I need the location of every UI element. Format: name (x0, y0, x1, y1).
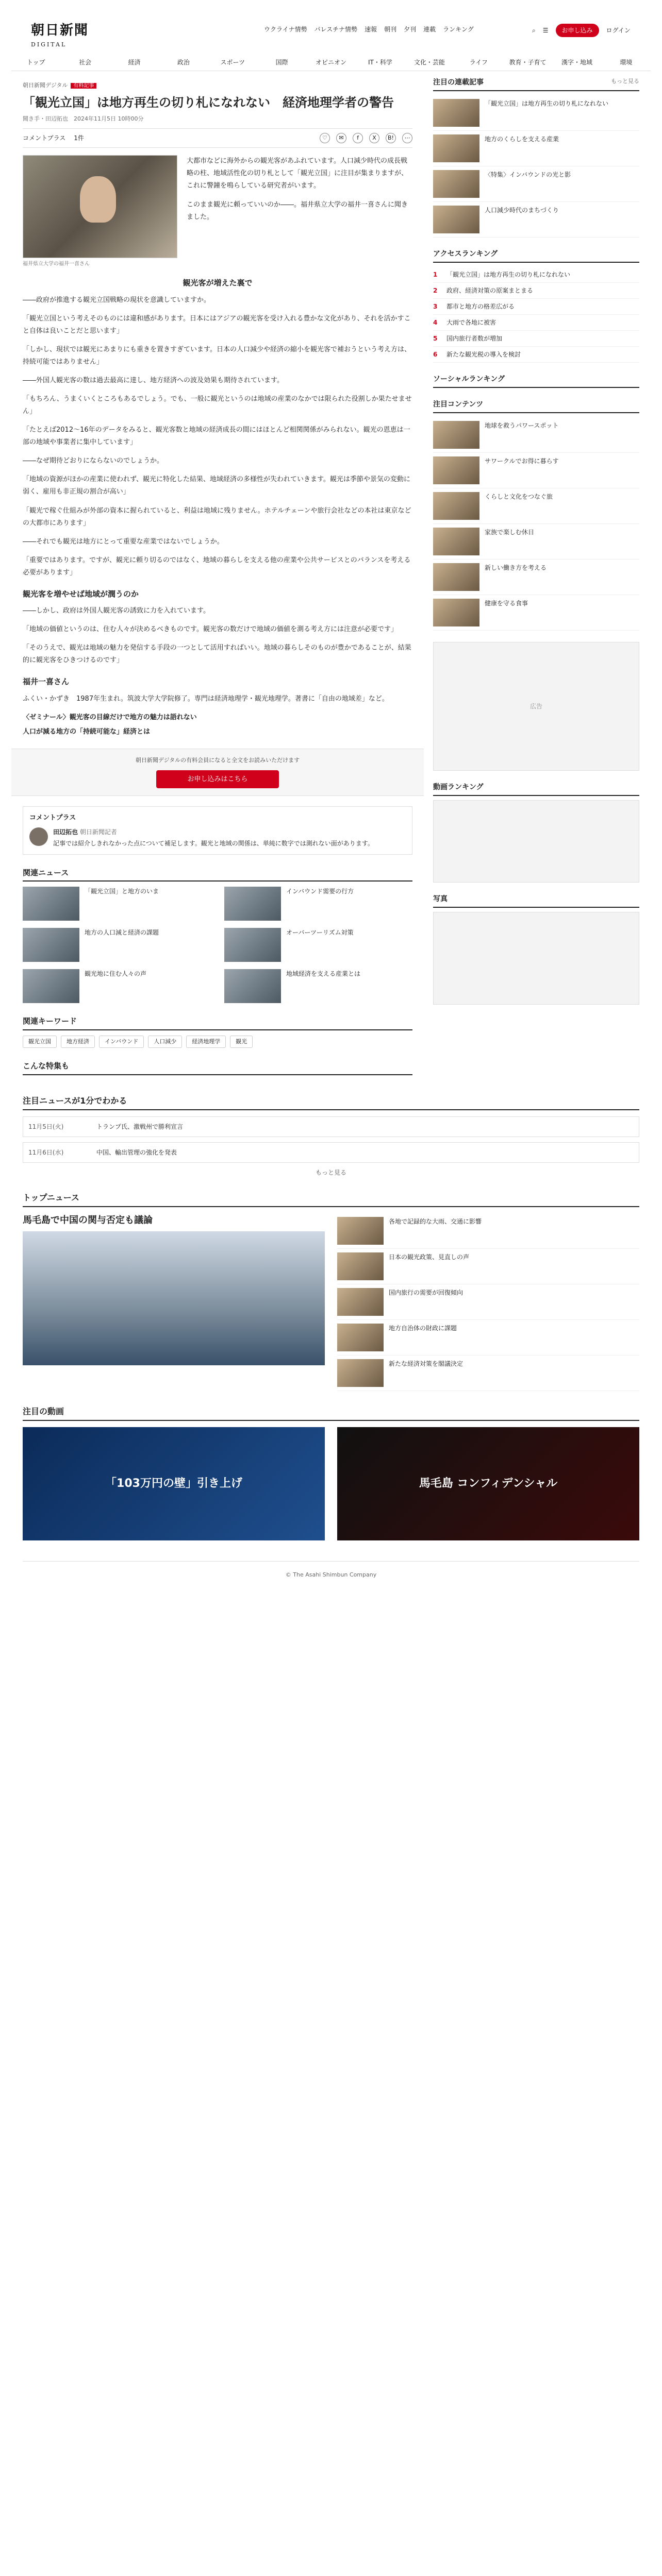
content-title: 健康を守る食事 (485, 600, 528, 607)
related-item[interactable] (224, 887, 412, 921)
ranking-title: 国内旅行者数が増加 (446, 335, 503, 342)
site-footer: © The Asahi Shimbun Company (23, 1561, 639, 1611)
comment-text: 記事では紹介しきれなかった点について補足します。観光と地域の関係は、単純に数字では測れない面があります。 (53, 839, 374, 847)
breadcrumb-link[interactable]: 朝日新聞デジタル (23, 82, 68, 89)
body-paragraph: 「そのうえで、観光は地域の魅力を発信する手段の一つとして活用すればいい。地域の暮らしそのものが豊かであることが、結果的に観光客をひきつけるのです」 (23, 644, 411, 665)
pick-thumb (433, 99, 479, 127)
related-thumb (224, 887, 281, 921)
subscribe-button[interactable]: お申し込みはこちら (156, 770, 278, 789)
content-title: くらしと文化をつなぐ旅 (485, 493, 553, 500)
signup-button[interactable]: お申し込み (556, 24, 599, 37)
site-header (11, 0, 651, 77)
top-link[interactable]: 連載 (423, 26, 436, 33)
body-paragraph: 「地域の資源がほかの産業に使われず、観光に特化した結果、地域経済の多様性が失われていきます。観光は季節や景気の変動に弱く、雇用も非正規の割合が高い」 (23, 476, 410, 496)
related-title: 「観光立国」と地方のいま (85, 888, 159, 895)
keyword-chip[interactable]: 人口減少 (148, 1036, 182, 1048)
pick-title: 〈特集〉インバウンドの光と影 (485, 171, 571, 178)
ranking-item[interactable]: 4 大雨で各地に被害 (433, 315, 639, 331)
info-date: 11月6日(水) (28, 1148, 64, 1156)
article-byline: 聞き手・田辺拓也 2024年11月5日 10時00分 (23, 115, 144, 122)
category-tab[interactable]: 環境 (620, 58, 633, 66)
content-item[interactable] (433, 560, 639, 595)
paywall-note: 朝日新聞デジタルの有料会員になると全文をお読みいただけます (135, 757, 300, 764)
profile-heading: 福井一喜さん (23, 677, 70, 687)
pick-title: 地方のくらしを支える産業 (485, 135, 559, 143)
pick-title: 「観光立国」は地方再生の切り札になれない (485, 100, 609, 107)
keyword-list (23, 1036, 412, 1048)
article-title: 「観光立国」は地方再生の切り札になれない 経済地理学者の警告 (23, 95, 394, 110)
ranking-title: 都市と地方の格差広がる (446, 303, 515, 310)
news-title: 各地で記録的な大雨、交通に影響 (389, 1217, 482, 1225)
keyword-chip[interactable]: 観光立国 (23, 1036, 57, 1048)
related-thumb (23, 928, 79, 962)
social-ranking-heading: ソーシャルランキング (433, 375, 505, 383)
related-title: 地域経済を支える産業とは (286, 970, 361, 978)
top-link[interactable]: 朝刊 (384, 26, 397, 33)
category-tab[interactable]: トップ (26, 58, 45, 66)
avatar[interactable] (29, 827, 48, 846)
content-item[interactable] (433, 524, 639, 560)
body-paragraph: ――なぜ期待どおりにならないのでしょうか。 (23, 457, 164, 465)
commenter-role: 朝日新聞記者 (79, 828, 117, 836)
commenter-name[interactable]: 田辺拓也 (53, 828, 78, 836)
ranking-item[interactable]: 1 「観光立国」は地方再生の切り札になれない (433, 267, 639, 283)
info-heading: 注目ニュースが1分でわかる (23, 1095, 639, 1110)
info-row[interactable] (23, 1116, 639, 1137)
related-item[interactable] (23, 887, 211, 921)
keyword-chip[interactable]: 地方経済 (61, 1036, 95, 1048)
picks-box (433, 77, 639, 238)
content-title: 新しい働き方を考える (485, 564, 547, 571)
promo-banner[interactable]: 馬毛島 コンフィデンシャル (337, 1427, 639, 1540)
lead-paragraph: 大都市などに海外からの観光客があふれています。人口減少時代の成長戦略の柱、地域活性化の切り札として「観光立国」に注目が集まりますが、これに警鐘を鳴らしている研究者がいます。 (187, 157, 408, 190)
mail-icon[interactable]: ✉ (336, 133, 346, 143)
keyword-chip[interactable]: インバウンド (99, 1036, 144, 1048)
video-ranking-box (433, 782, 639, 883)
site-logo[interactable]: 朝日新聞 DIGITAL (31, 23, 89, 48)
paywall-banner (11, 749, 424, 796)
ranking-title: 「観光立国」は地方再生の切り札になれない (446, 271, 571, 278)
body-paragraph: 「地域の価値というのは、住む人々が決めるべきものです。観光客の数だけで地域の価値を測る考え方には注意が必要です」 (23, 625, 398, 634)
top-news-image[interactable] (23, 1231, 325, 1365)
promo-row (23, 1427, 639, 1540)
more-link[interactable]: もっと見る (611, 78, 639, 84)
news-item[interactable] (337, 1355, 639, 1391)
category-tab[interactable]: スポーツ (220, 58, 245, 66)
pick-item[interactable] (433, 166, 639, 202)
ranking-item[interactable]: 2 政府、経済対策の原案まとまる (433, 283, 639, 299)
related-thumb (23, 887, 79, 921)
comment-plus-box (23, 806, 412, 855)
related-title: 地方の人口減と経済の課題 (85, 929, 159, 937)
hatena-icon[interactable]: B! (386, 133, 396, 143)
category-tab[interactable]: 教育・子育て (509, 58, 547, 66)
body-paragraph: 「重要ではあります。ですが、観光に頼り切るのではなく、地域の暮らしを支える他の産業や公共サービスとのバランスを考える必要があります」 (23, 556, 411, 577)
top-news-title[interactable]: 馬毛島で中国の関与否定も議論 (23, 1214, 153, 1226)
pick-item[interactable] (433, 202, 639, 238)
related-title: インバウンド需要の行方 (286, 888, 354, 895)
ranking-title: 大雨で各地に被害 (446, 319, 496, 326)
body-paragraph: ――しかし、政府は外国人観光客の誘致に力を入れています。 (23, 607, 210, 615)
promo-heading: 注目の動画 (23, 1405, 639, 1421)
breadcrumb (23, 81, 412, 90)
comment-count: 1件 (74, 134, 84, 142)
category-tab[interactable]: 国際 (275, 58, 288, 66)
news-title: 地方自治体の財政に課題 (389, 1324, 457, 1332)
content-title: 地球を救うパワースポット (485, 422, 559, 429)
keywords-heading: 関連キーワード (23, 1015, 412, 1030)
ranking-item[interactable]: 6 新たな観光税の導入を検討 (433, 347, 639, 363)
info-row[interactable] (23, 1142, 639, 1163)
content-item[interactable] (433, 488, 639, 524)
related-title: 観光地に住む人々の声 (85, 970, 147, 978)
content-item[interactable] (433, 453, 639, 488)
facebook-icon[interactable]: f (353, 133, 363, 143)
content-thumb (433, 456, 479, 484)
top-link[interactable]: 速報 (365, 26, 377, 33)
news-title: 国内旅行の需要が回復傾向 (389, 1289, 464, 1296)
ranking-item[interactable]: 5 国内旅行者数が増加 (433, 331, 639, 347)
body-paragraph: ――それでも観光は地方にとって重要な産業ではないでしょうか。 (23, 537, 224, 546)
ranking-heading: アクセスランキング (433, 250, 498, 258)
content-thumb (433, 599, 479, 626)
body-paragraph: ――政府が推進する観光立国戦略の現状を意識していますか。 (23, 296, 211, 304)
related-thumb (224, 928, 281, 962)
social-ranking-box (433, 374, 639, 388)
top-link[interactable]: ウクライナ情勢 (264, 26, 307, 33)
news-thumb (337, 1288, 384, 1316)
related-item[interactable] (224, 969, 412, 1003)
login-link[interactable]: ログイン (606, 27, 631, 34)
keyword-chip[interactable]: 経済地理学 (186, 1036, 226, 1048)
related-thumb (224, 969, 281, 1003)
related-thumb (23, 969, 79, 1003)
bookmark-icon[interactable]: ♡ (320, 133, 330, 143)
section-heading: 観光客が増えた裏で (183, 278, 253, 288)
content-thumb (433, 528, 479, 555)
category-tab[interactable]: 政治 (177, 58, 190, 66)
article-main (23, 77, 412, 1080)
ad-slot[interactable]: 広告 (433, 642, 639, 771)
video-thumb[interactable] (433, 800, 639, 883)
related-title: オーバーツーリズム対策 (286, 929, 354, 937)
news-item[interactable] (337, 1249, 639, 1284)
top-link[interactable]: パレスチナ情勢 (314, 26, 358, 33)
special-heading: こんな特集も (23, 1060, 412, 1075)
content-thumb (433, 492, 479, 520)
related-item[interactable] (23, 928, 211, 962)
pick-thumb (433, 170, 479, 198)
content-thumb (433, 563, 479, 591)
article-actions (23, 128, 412, 148)
photo-box (433, 894, 639, 1005)
content-item[interactable] (433, 595, 639, 631)
news-thumb (337, 1252, 384, 1280)
comment-plus-label[interactable]: コメントプラス (23, 134, 66, 142)
body-paragraph: 「観光立国という考えそのものには違和感があります。日本にはアジアの観光客を受け入れる豊かな文化があり、それを活かすこと自体は良いことだと思います」 (23, 314, 411, 335)
info-text: トランプ氏、激戦州で勝利宣言 (96, 1123, 184, 1130)
photo-heading: 写真 (433, 895, 448, 903)
news-item[interactable] (337, 1213, 639, 1249)
pick-item[interactable] (433, 95, 639, 131)
content-box (433, 399, 639, 631)
info-date: 11月5日(火) (28, 1123, 64, 1130)
more-icon[interactable]: ⋯ (402, 133, 412, 143)
pick-title: 人口減少時代のまちづくり (485, 207, 559, 214)
section-heading: 観光客を増やせば地域が潤うのか (23, 589, 139, 599)
related-item[interactable] (224, 928, 412, 962)
body-paragraph: 「たとえば2012〜16年のデータをみると、観光客数と地域の経済成長の間にはほとんど相関関係がみられない。観光の恩恵は一部の地域や事業者に集中しています」 (23, 426, 410, 447)
category-tab[interactable]: 社会 (79, 58, 92, 66)
related-list (23, 887, 412, 1003)
top-link[interactable]: 夕刊 (404, 26, 417, 33)
category-tab[interactable]: オピニオン (316, 58, 347, 66)
news-title: 新たな経済対策を閣議決定 (389, 1360, 464, 1367)
category-tab[interactable]: 経済 (128, 58, 141, 66)
top-news (23, 1213, 639, 1391)
ranking-title: 政府、経済対策の原案まとまる (446, 287, 534, 294)
header-actions (532, 24, 631, 37)
inline-related-link[interactable]: 人口が減る地方の「持続可能な」経済とは (23, 728, 151, 736)
pick-item[interactable] (433, 131, 639, 166)
category-tab[interactable]: 文化・芸能 (413, 58, 445, 66)
menu-icon[interactable]: ☰ (542, 27, 549, 34)
body-paragraph: 「しかし、現状では観光にあまりにも重きを置きすぎています。日本の人口減少や経済の縮小を観光客で補おうという考え方は、持続可能ではありません」 (23, 346, 411, 366)
photo-caption: 福井県立大学の福井一喜さん (23, 261, 90, 267)
article-photo[interactable] (23, 155, 177, 258)
content-item[interactable] (433, 417, 639, 453)
inline-related-link[interactable]: 〈ゼミナール〉観光客の目線だけで地方の魅力は語れない (23, 713, 197, 721)
picks-heading: 注目の連載記事 (433, 78, 484, 87)
ranking-title: 新たな観光税の導入を検討 (446, 351, 521, 358)
comment-plus-heading: コメントプラス (29, 814, 76, 822)
sidebar (433, 77, 639, 1080)
body-paragraph: 「もちろん、うまくいくところもあるでしょう。でも、一般に観光というのは地域の産業のなかでは限られた役割しか果たせません」 (23, 395, 412, 416)
news-thumb (337, 1359, 384, 1387)
category-tab[interactable]: IT・科学 (368, 58, 392, 66)
body-paragraph: ――外国人観光客の数は過去最高に達し、地方経済への波及効果も期待されています。 (23, 377, 284, 385)
lead-block (23, 155, 412, 268)
content-title: 家族で楽しむ休日 (485, 529, 535, 536)
content-title: サワークルでお得に暮らす (485, 457, 559, 465)
category-nav (11, 54, 651, 71)
video-ranking-heading: 動画ランキング (433, 783, 484, 791)
top-link[interactable]: ランキング (443, 26, 474, 33)
news-thumb (337, 1217, 384, 1245)
search-icon[interactable]: ⌕ (532, 27, 536, 34)
lead-paragraph: このまま観光に頼っていいのか――。福井県立大学の福井一喜さんに聞きました。 (187, 200, 408, 221)
pick-thumb (433, 206, 479, 233)
ranking-item[interactable]: 3 都市と地方の格差広がる (433, 299, 639, 315)
paid-badge: 有料記事 (71, 83, 96, 89)
category-tab[interactable]: 漢字・地域 (561, 58, 592, 66)
more-link[interactable]: もっと見る (315, 1168, 346, 1176)
content-thumb (433, 421, 479, 449)
body-paragraph: 「観光で稼ぐ仕組みが外部の資本に握られていると、利益は地域に残りません。ホテルチェーンや旅行会社などの本社は東京などの大都市にあります」 (23, 506, 411, 527)
keyword-chip[interactable]: 観光 (230, 1036, 253, 1048)
category-tab[interactable]: ライフ (469, 58, 488, 66)
top-links (264, 25, 474, 34)
news-item[interactable] (337, 1284, 639, 1320)
promo-banner[interactable]: 「103万円の壁」引き上げ (23, 1427, 325, 1540)
news-item[interactable] (337, 1320, 639, 1355)
related-item[interactable] (23, 969, 211, 1003)
x-icon[interactable]: X (369, 133, 379, 143)
photo-thumb[interactable] (433, 912, 639, 1005)
pick-thumb (433, 134, 479, 162)
top-news-heading: トップニュース (23, 1192, 639, 1207)
related-heading: 関連ニュース (23, 867, 412, 882)
news-thumb (337, 1324, 384, 1351)
news-title: 日本の観光政策、見直しの声 (389, 1253, 470, 1261)
info-text: 中国、輸出管理の強化を発表 (96, 1148, 177, 1156)
profile-text: ふくい・かずき 1987年生まれ。筑波大学大学院修了。専門は経済地理学・観光地理学。著書に「自由の地域差」など。 (23, 694, 389, 703)
content-heading: 注目コンテンツ (433, 400, 484, 409)
ranking-box (433, 249, 639, 363)
